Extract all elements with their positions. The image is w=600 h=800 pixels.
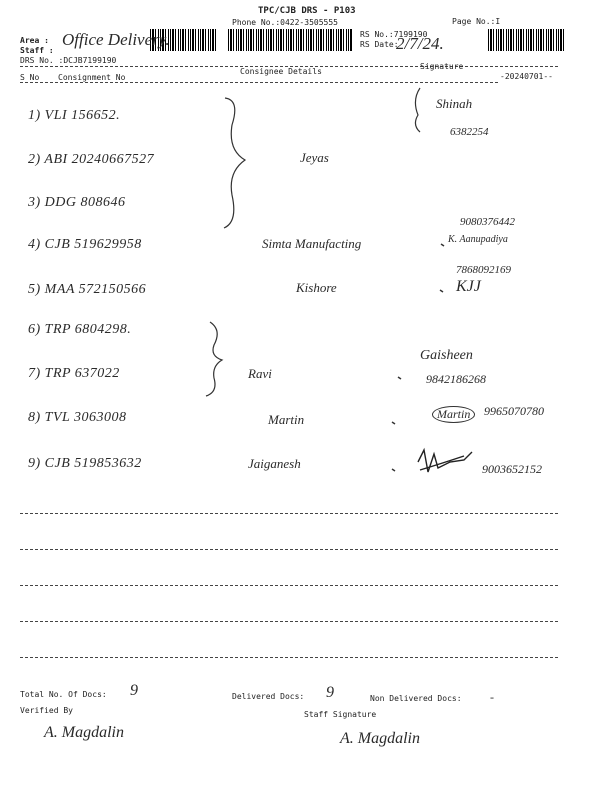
drs-title: TPC/CJB DRS - P103 — [258, 6, 356, 16]
tick-mark — [392, 422, 395, 424]
row-phone: 9842186268 — [426, 372, 486, 386]
consignee-name: Kishore — [296, 280, 337, 295]
delivered-docs-label: Delivered Docs: — [232, 692, 305, 701]
non-delivered-docs-label: Non Delivered Docs: — [370, 694, 462, 703]
tick-mark — [398, 377, 401, 379]
row-phone: 9003652152 — [482, 462, 542, 476]
column-date-code: -20240701-- — [500, 72, 553, 81]
verified-signature: A. Magdalin — [44, 724, 124, 741]
total-docs-label: Total No. Of Docs: — [20, 690, 107, 699]
scribble-signature-row9 — [418, 450, 472, 472]
verified-by-label: Verified By — [20, 706, 73, 715]
row-signature: K. Aanupadiya — [448, 234, 508, 245]
rs-number: RS No.:7199190 — [360, 30, 428, 39]
tick-mark — [392, 469, 395, 471]
brace-rows-1-3 — [224, 98, 245, 228]
consignment-no: 7) TRP 637022 — [28, 366, 120, 381]
consignment-no: 4) CJB 519629958 — [28, 237, 142, 252]
consignment-no: 2) ABI 20240667527 — [28, 152, 155, 167]
ruled-line — [20, 657, 558, 658]
column-sno: S No — [20, 73, 40, 82]
ruled-line — [20, 513, 558, 514]
rs-date-label: RS Date: — [360, 40, 399, 49]
brace-rows-6-7 — [206, 322, 222, 396]
consignment-no: 1) VLI 156652. — [28, 108, 121, 123]
consignee-name: Jeyas — [300, 150, 329, 165]
row-signature: Gaisheen — [420, 348, 473, 363]
area-staff-value: Office Delivery. — [62, 30, 170, 49]
consignee-name: Jaiganesh — [248, 456, 301, 471]
staff-signature-label: Staff Signature — [304, 710, 377, 719]
non-delivered-docs-value: - — [490, 690, 494, 704]
total-docs-value: 9 — [130, 682, 138, 699]
row-phone: 6382254 — [450, 126, 489, 138]
row-signature: KJJ — [456, 278, 481, 295]
row-phone: 9080376442 — [460, 216, 515, 228]
consignment-no: 6) TRP 6804298. — [28, 322, 132, 337]
column-consignment: Consignment No — [58, 73, 126, 82]
consignment-no: 8) TVL 3063008 — [28, 410, 127, 425]
staff-label: Staff : — [20, 46, 54, 55]
page-number: Page No.:I — [452, 17, 501, 26]
phone-number: Phone No.:0422-3505555 — [232, 18, 338, 27]
delivered-docs-value: 9 — [326, 684, 334, 701]
consignee-name: Ravi — [248, 366, 272, 381]
row-signature: Shinah — [436, 96, 473, 111]
consignment-no: 5) MAA 572150566 — [28, 282, 147, 297]
ruled-line — [20, 621, 558, 622]
brace-signature-row1 — [415, 88, 420, 132]
column-consignee: Consignee Details — [240, 67, 322, 76]
consignment-no: 3) DDG 808646 — [28, 195, 126, 210]
ruled-line — [20, 549, 558, 550]
area-label: Area : — [20, 36, 49, 45]
staff-signature: A. Magdalin — [340, 730, 420, 747]
tick-mark — [440, 290, 443, 292]
column-signature: Signature — [420, 62, 464, 71]
rs-date-value: 2/7/24. — [396, 34, 444, 53]
consignment-no: 9) CJB 519853632 — [28, 456, 142, 471]
drs-number: DRS No. :DCJB7199190 — [20, 56, 117, 65]
row-phone: 7868092169 — [456, 264, 511, 276]
ruled-line — [20, 585, 558, 586]
consignee-name: Martin — [268, 412, 305, 427]
consignee-name: Simta Manufacting — [262, 236, 362, 251]
tick-mark — [441, 244, 444, 246]
row-signature: Martin — [432, 406, 475, 423]
row-phone: 9965070780 — [484, 404, 544, 418]
